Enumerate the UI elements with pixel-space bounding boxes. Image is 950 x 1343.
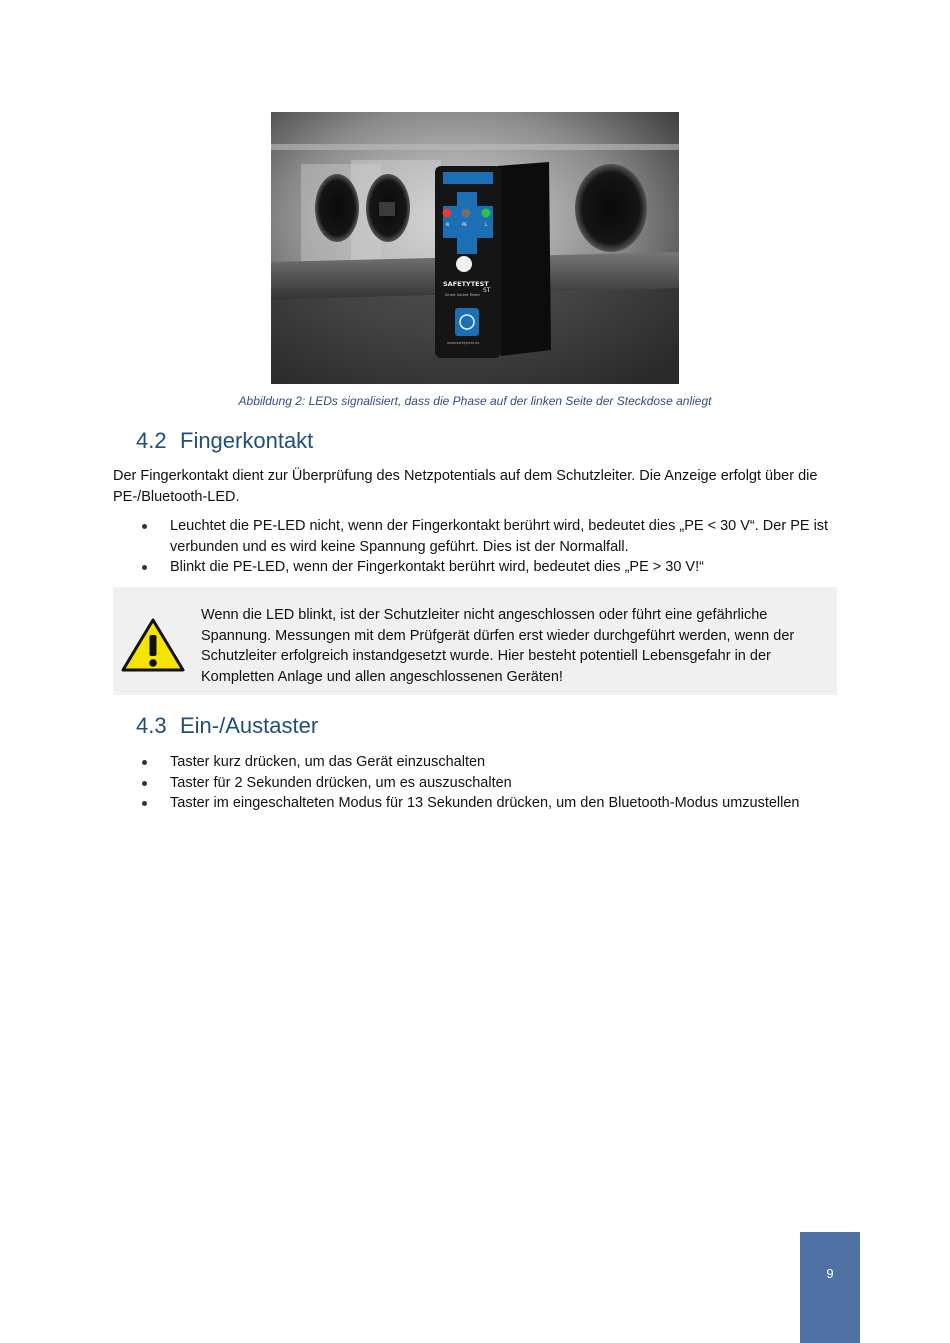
section-heading-4-2 <box>136 428 313 454</box>
list-item: Taster für 2 Sekunden drücken, um es auszuschalten <box>113 773 841 794</box>
led-label-l: L <box>485 222 488 227</box>
warning-text: Wenn die LED blinkt, ist der Schutzleiter nicht angeschlossen oder führt eine gefährliche Spannung. Messungen mit dem Prüfgerät dürfen erst wieder durchgeführt werden, wenn der Schutzleiter erfolgreich instandgesetzt wurde. Hier besteht potentiell Lebensgefahr in der Kompletten Anlage und allen angeschlossenen Geräten! <box>201 607 795 685</box>
section-title: Ein-/Austaster <box>180 713 319 738</box>
device-brand: SAFETYTEST <box>443 280 489 288</box>
device-subtitle: Smart Socket Tester <box>445 293 481 297</box>
warning-box <box>113 587 837 695</box>
led-label-n: N <box>446 222 449 227</box>
section-number: 4.2 <box>136 428 167 453</box>
figure-photo <box>271 112 679 384</box>
section-title: Fingerkontakt <box>180 428 314 453</box>
bullet-list-4-2 <box>113 516 841 578</box>
page-number-tab <box>800 1232 860 1343</box>
section-heading-4-3 <box>136 713 318 739</box>
list-item: Taster kurz drücken, um das Gerät einzuschalten <box>113 752 841 773</box>
led-label-pe: PE <box>462 222 467 227</box>
section-number: 4.3 <box>136 713 167 738</box>
device-model: ST <box>483 287 491 294</box>
list-item: Taster im eingeschalteten Modus für 13 Sekunden drücken, um den Bluetooth-Modus umzustellen <box>113 793 841 814</box>
figure-caption: Abbildung 2: LEDs signalisiert, dass die Phase auf der linken Seite der Steckdose anliegt <box>238 394 712 408</box>
socket-tester-photo <box>271 112 679 384</box>
list-item: Blinkt die PE-LED, wenn der Fingerkontakt berührt wird, bedeutet dies „PE > 30 V!“ <box>113 557 841 578</box>
bullet-list-4-3 <box>113 752 841 814</box>
page-number: 9 <box>826 1266 834 1281</box>
section-intro: Der Fingerkontakt dient zur Überprüfung des Netzpotentials auf dem Schutzleiter. Die Anzeige erfolgt über die PE-/Bluetooth-LED. <box>113 468 818 505</box>
device-url: www.safetytest.de <box>447 341 480 345</box>
list-item: Leuchtet die PE-LED nicht, wenn der Fingerkontakt berührt wird, bedeutet dies „PE < 30 V“. Der PE ist verbunden und es wird keine Spannung geführt. Dies ist der Normalfall. <box>113 516 841 557</box>
warning-triangle-icon <box>121 617 185 673</box>
